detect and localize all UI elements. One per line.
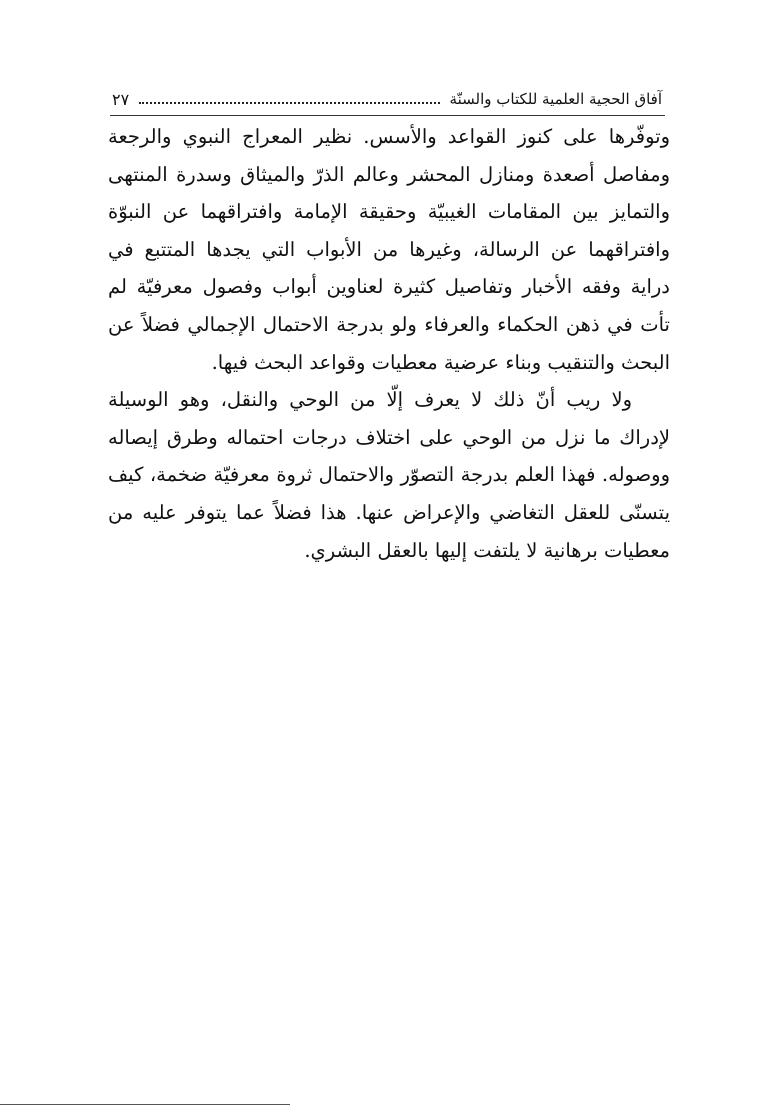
running-header xyxy=(112,86,662,112)
header-rule xyxy=(110,115,665,116)
page-number: ٢٧ xyxy=(112,89,130,109)
running-title: آفاق الحجية العلمية للكتاب والسنّة xyxy=(449,90,662,108)
header-dot-leader xyxy=(139,102,439,104)
paragraph-1: وتوفّرها على كنوز القواعد والأسس. نظير المعراج النبوي والرجعة ومفاصل أصعدة ومنازل المحشر وعالم الذرّ والميثاق وسدرة المنتهى والتمايز بين المقامات الغيبيّة وحقيقة الإمامة وافتراقهما عن النبوّة وافتراقهما عن الرسالة، وغيرها من الأبواب التي يجدها المتتبع في دراية وفقه الأخبار وتفاصيل كثيرة لعناوين أبواب وفصول معرفيّة لم تأت في ذهن الحكماء والعرفاء ولو بدرجة الاحتمال الإجمالي فضلاً عن البحث والتنقيب وبناء عرضية معطيات وقواعد البحث فيها. xyxy=(108,125,670,374)
paragraph-2: ولا ريب أنّ ذلك لا يعرف إلّا من الوحي والنقل، وهو الوسيلة لإدراك ما نزل من الوحي على اختلاف درجات احتماله وطرق إيصاله ووصوله. فهذا العلم بدرجة التصوّر والاحتمال ثروة معرفيّة ضخمة، كيف يتسنّى للعقل التغاضي والإعراض عنها. هذا فضلاً عما يتوفر عليه من معطيات برهانية لا يلتفت إليها بالعقل البشري. xyxy=(108,388,670,562)
scan-edge-line xyxy=(0,1104,290,1105)
body-text xyxy=(108,118,670,569)
